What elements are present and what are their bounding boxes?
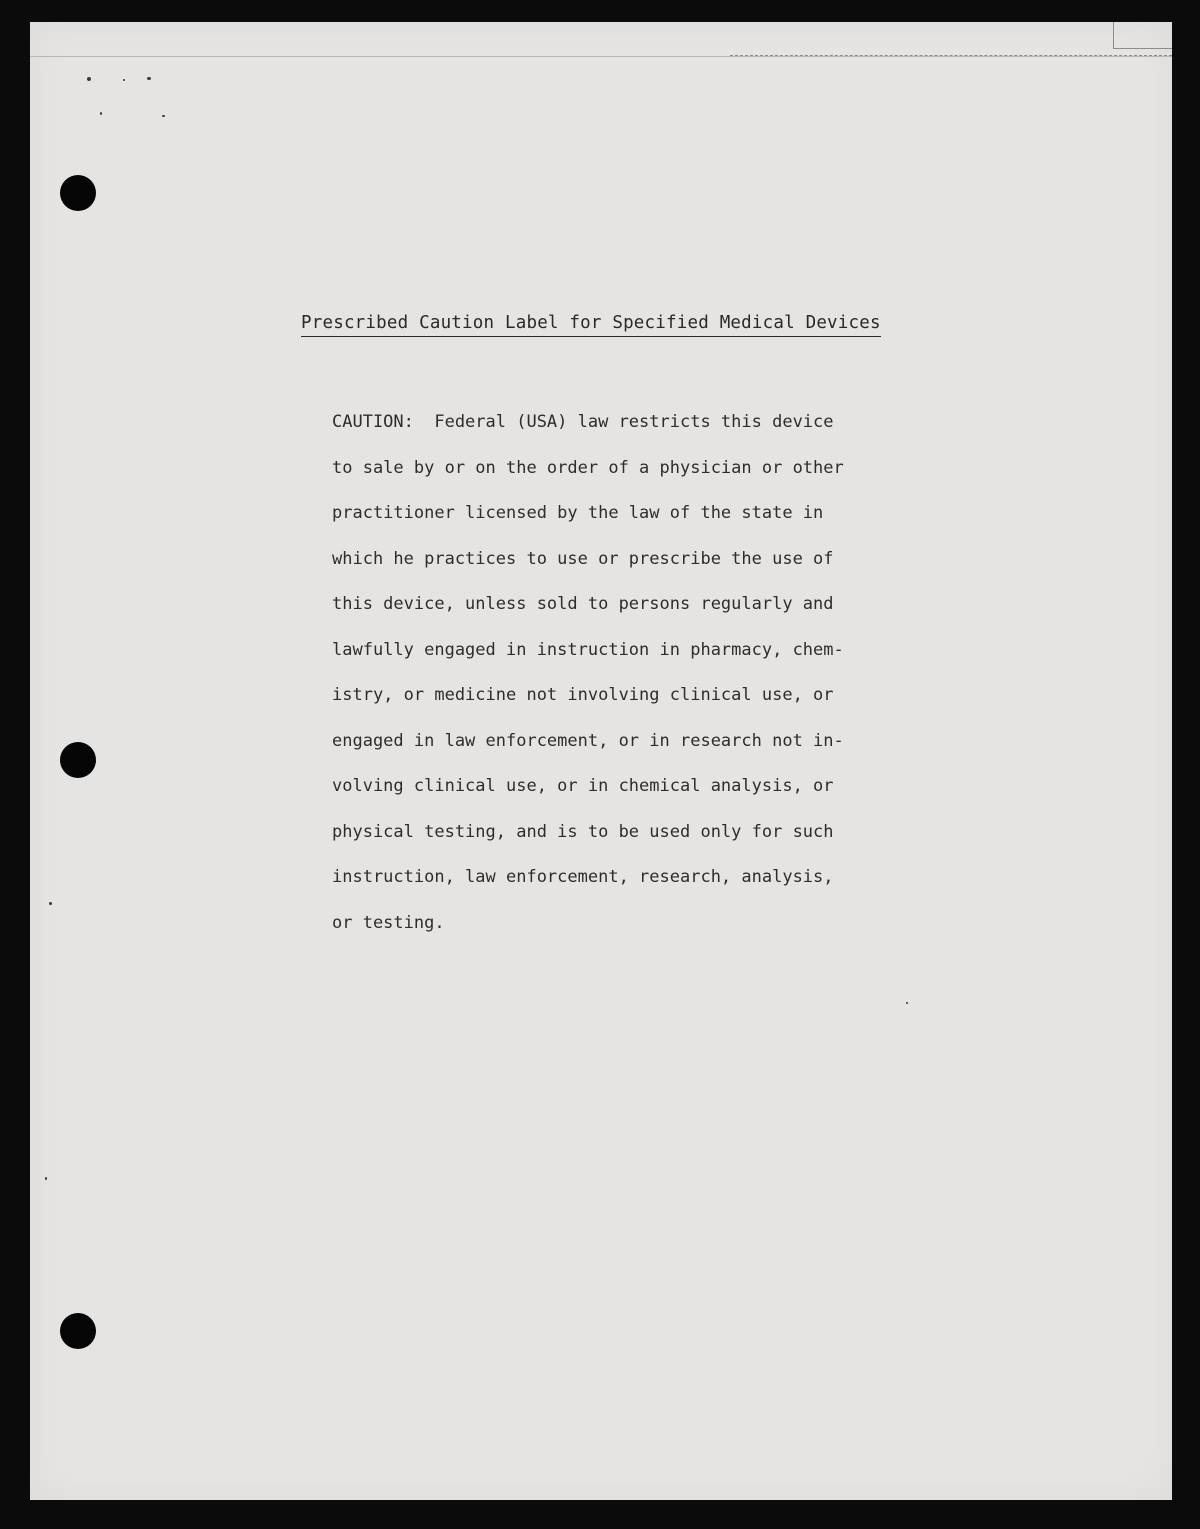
document-title: Prescribed Caution Label for Specified Medical Devices: [301, 313, 881, 337]
caution-line: practitioner licensed by the law of the state in: [332, 503, 824, 523]
scan-speck: [100, 112, 102, 115]
scan-speck: [49, 902, 52, 905]
caution-line: or testing.: [332, 912, 445, 933]
punch-hole-bottom: [60, 1313, 96, 1349]
scan-speck: [87, 77, 91, 81]
caution-line: volving clinical use, or in chemical analysis, or: [332, 776, 834, 796]
caution-line: this device, unless sold to persons regularly and: [332, 594, 834, 614]
caution-line: which he practices to use or prescribe the use of: [332, 548, 834, 569]
scan-speck: [906, 1002, 908, 1004]
scan-speck: [45, 1177, 47, 1180]
scan-speck: [147, 77, 151, 80]
punch-hole-top: [60, 175, 96, 211]
punch-hole-middle: [60, 742, 96, 778]
corner-registration-mark: [1113, 22, 1172, 49]
scan-speck: [123, 79, 125, 81]
top-edge-dashed-rule: [730, 55, 1172, 57]
caution-line: lawfully engaged in instruction in pharmacy, chem-: [332, 639, 844, 660]
caution-statement: [332, 400, 932, 946]
caution-line: physical testing, and is to be used only for such: [332, 821, 834, 842]
scan-speck: [162, 115, 165, 117]
caution-line: to sale by or on the order of a physician or other: [332, 457, 844, 478]
caution-line: instruction, law enforcement, research, analysis,: [332, 867, 834, 887]
paper-sheet: [30, 22, 1172, 1500]
caution-line: CAUTION: Federal (USA) law restricts this device: [332, 412, 834, 432]
caution-line: istry, or medicine not involving clinical use, or: [332, 685, 834, 705]
caution-line: engaged in law enforcement, or in research not in-: [332, 730, 844, 751]
